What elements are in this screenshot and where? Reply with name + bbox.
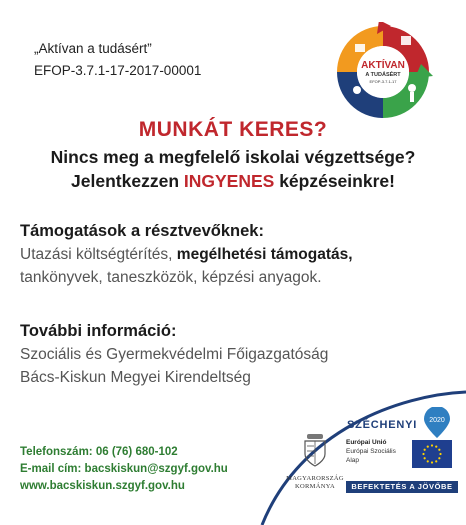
eu-star: [435, 460, 437, 462]
eu-star: [431, 444, 433, 446]
coat-of-arms-icon: [300, 432, 330, 468]
contact-block: [20, 444, 228, 495]
support-body: [20, 243, 450, 289]
government-label: [284, 475, 346, 491]
eu-line1: Európai Unió: [346, 439, 387, 446]
eu-star: [424, 449, 426, 451]
cta-highlight: INGYENES: [183, 171, 275, 191]
eu-text: [346, 438, 406, 465]
support-line2: tankönyvek, taneszközök, képzési anyagok.: [20, 269, 322, 286]
info-section: [20, 322, 450, 389]
support-section: [20, 222, 450, 289]
szechenyi-year: 2020: [429, 417, 445, 424]
eu-star: [431, 461, 433, 463]
eu-star: [424, 457, 426, 459]
government-logo: [284, 432, 346, 491]
eu-line2: Európai Szociális: [346, 448, 396, 455]
project-code: EFOP-3.7.1-17-2017-00001: [34, 63, 202, 78]
info-body: [20, 343, 450, 389]
headline-cta: [0, 171, 466, 192]
eu-star: [427, 460, 429, 462]
info-line2: Bács-Kiskun Megyei Kirendeltség: [20, 369, 251, 386]
logo-line1: AKTÍVAN: [361, 60, 405, 71]
government-line2: KORMÁNYA: [295, 483, 335, 490]
headline-question: Nincs meg a megfelelő iskolai végzettsége?: [50, 147, 416, 167]
eu-star: [427, 446, 429, 448]
contact-web[interactable]: www.bacskiskun.szgyf.gov.hu: [20, 480, 185, 492]
eu-star: [438, 449, 440, 451]
support-line1-plain: Utazási költségtérítés,: [20, 246, 177, 263]
eu-star: [435, 446, 437, 448]
info-title: További információ:: [20, 322, 177, 340]
eu-star: [438, 457, 440, 459]
logo-line2: A TUDÁSÉRT: [365, 72, 401, 78]
headline-block: [0, 118, 466, 192]
headline-title: MUNKÁT KERES?: [138, 118, 328, 141]
project-name: „Aktívan a tudásért”: [34, 41, 152, 56]
map-pin-icon: [422, 407, 452, 439]
support-line1-bold: megélhetési támogatás,: [176, 246, 353, 263]
eu-star: [439, 453, 441, 455]
eu-star: [422, 453, 424, 455]
aktivan-logo: [333, 22, 433, 122]
contact-email[interactable]: E-mail cím: bacskiskun@szgyf.gov.hu: [20, 463, 228, 475]
eu-banner: BEFEKTETÉS A JÖVŐBE: [346, 481, 458, 493]
info-line1: Szociális és Gyermekvédelmi Főigazgatóság: [20, 346, 329, 363]
eu-line3: Alap: [346, 457, 360, 464]
logo-line3: EFOP-3.7.1-17: [369, 79, 397, 84]
contact-phone[interactable]: Telefonszám: 06 (76) 680-102: [20, 446, 178, 458]
government-line1: MAGYARORSZÁG: [286, 475, 344, 482]
cta-before: Jelentkezzen: [71, 171, 184, 191]
eu-funding-logo: [346, 438, 458, 500]
eu-flag-icon: [412, 440, 452, 468]
support-title: Támogatások a résztvevőknek:: [20, 222, 264, 240]
project-header: [34, 38, 201, 82]
cta-after: képzéseinkre!: [274, 171, 395, 191]
szechenyi-label: SZÉCHENYI: [347, 419, 418, 431]
